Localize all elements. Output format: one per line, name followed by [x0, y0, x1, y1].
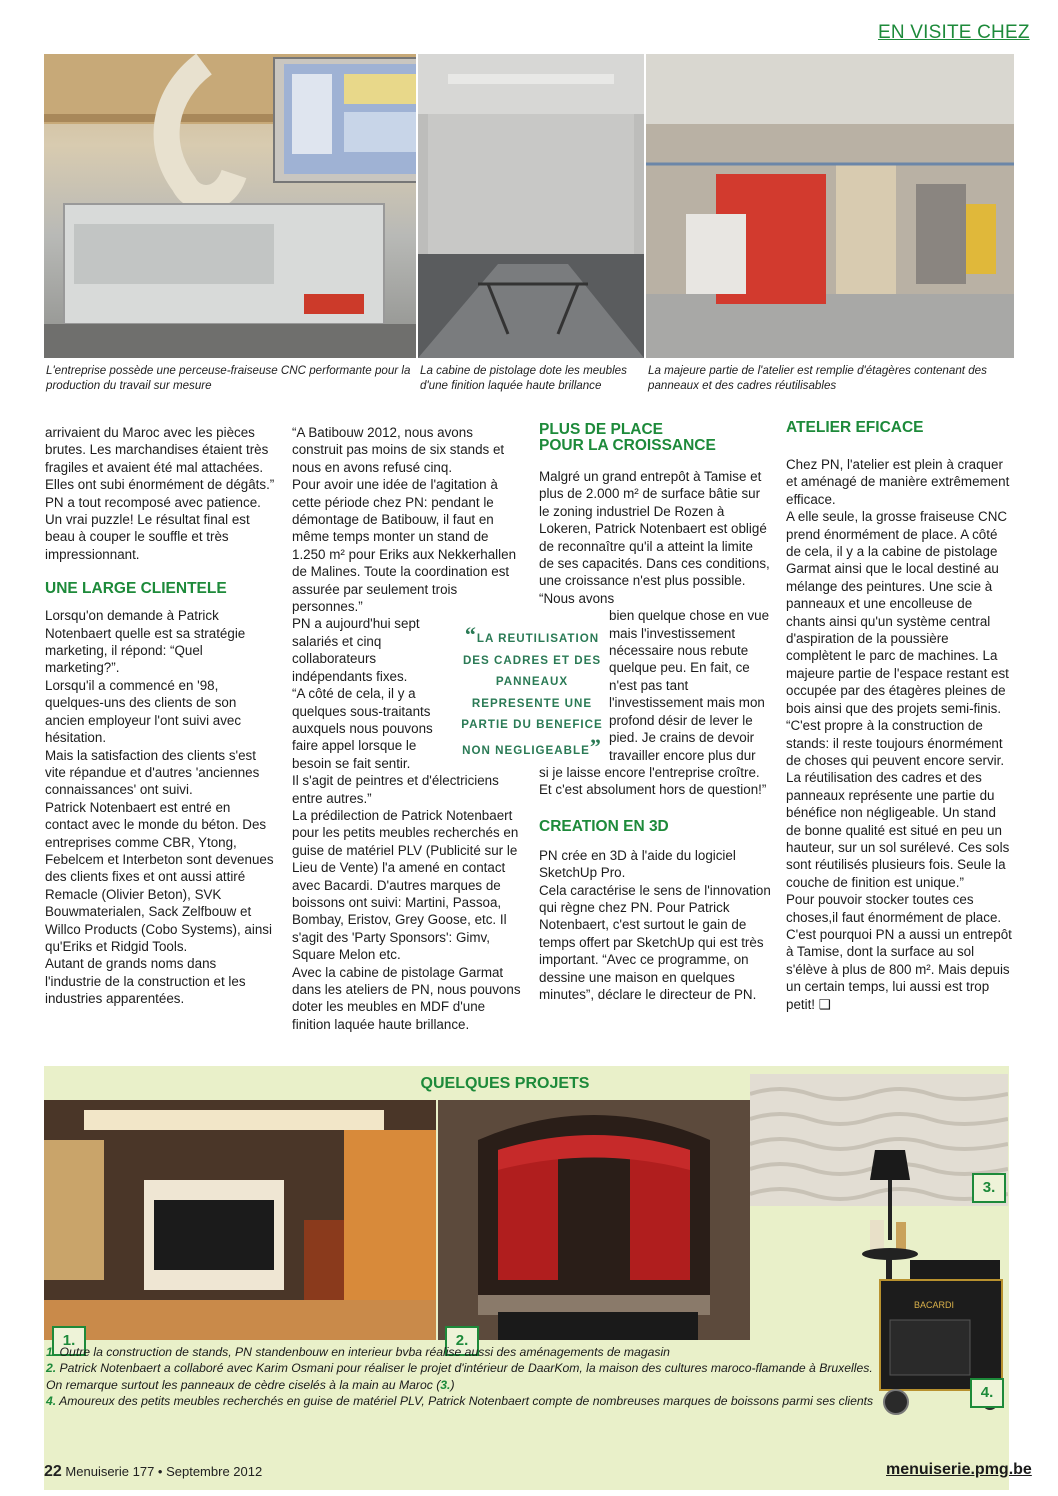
section-tag: EN VISITE CHEZ	[878, 22, 1030, 43]
heading-large-clientele: UNE LARGE CLIENTELE	[45, 580, 227, 598]
paragraph: PN crée en 3D à l'aide du logiciel SketchUp Pro.	[539, 847, 736, 881]
paragraph: “C'est propre à la construction de stands: il reste toujours énormément de choses qui peuvent encore servir. La réutilisation des cadres et des panneaux représente une partie du bénéfice non négligeable. Un stand de bonne qualité est situé en peu un hauteur, sur un sol surélevé. Ces sols sont réutilisés plusieurs fois. Seule la couche de finition est unique.”	[786, 718, 1010, 890]
project-caption-4	[46, 1393, 886, 1409]
caption-number: 4.	[46, 1394, 57, 1409]
spray-booth-illustration	[418, 54, 644, 358]
paragraph: “A Batibouw 2012, nous avons construit pas moins de six stands et nous en avons refusé cinq.	[292, 425, 505, 475]
caption-ref: 3.	[440, 1377, 451, 1392]
paragraph: Cela caractérise le sens de l'innovation qui règne chez PN. Pour Patrick Notenbaert, c'est surtout le gain de temps offert par SketchUp qui est très important. “Avec ce programme, on dessine une maison en quelques minutes”, déclare le directeur de PN.	[539, 882, 771, 1002]
page-number: 22	[44, 1463, 62, 1480]
project-badge-1: 1.	[52, 1326, 86, 1356]
paragraph: A elle seule, la grosse fraiseuse CNC prend énormément de place. A côté de cela, il y a la cabine de pistolage Garmat ainsi que le local destiné au mélange des peintures. Une scie à panneaux et une encolleuse de chants ainsi qu'un système central d'aspiration de la poussière complètent le parc de machines. La majeure partie de l'espace restant est occupée par des étagères pleines de bois ainsi que des projets semi-finis.	[786, 509, 1009, 716]
heading-pour-la-croissance: POUR LA CROISSANCE	[539, 437, 716, 454]
paragraph: “A côté de cela, il y a quelques sous-traitants auxquels nous pouvons faire appel lorsque le besoin se fait sentir.	[292, 686, 433, 771]
workshop-illustration	[646, 54, 1014, 358]
paragraph: Patrick Notenbaert est entré en contact avec le monde du béton. Des entreprises comme CBR, Ytong, Febelcem et Interbeton sont devenues des clients fixes et ont aussi attiré Remacle (Olivier Beton), SVK Bouwmaterialen, Sack Zelfbouw et Willco Products (Cobo Systems), ainsi qu'Eriks et Ridgid Tools.	[45, 799, 274, 954]
heading-creation-3d: CREATION EN 3D	[539, 817, 669, 835]
quote-line: PARTIE DU BENEFICE	[461, 718, 603, 732]
pull-quote	[456, 622, 608, 759]
footer-issue	[44, 1463, 262, 1481]
paragraph: bien quelque chose en vue mais l'investissement nécessaire nous rebute quelque peu. En fait, ce n'est pas tant l'investissement mais mon profond désir de lever le pied. Je crains de devoir travailler encore plus dur	[609, 608, 770, 763]
paragraph: si je laisse encore l'entreprise croître. Et c'est absolument hors de question!”	[539, 764, 767, 798]
article-column-1	[45, 424, 275, 1008]
project-caption-1	[46, 1344, 886, 1360]
paragraph: Avec la cabine de pistolage Garmat dans les ateliers de PN, nous pouvons doter les meubles en MDF d'une finition laquée haute brillance.	[292, 964, 521, 1032]
open-quote-mark: “	[464, 622, 477, 647]
caption-cnc: L'entreprise possède une perceuse-fraiseuse CNC performante pour la production du travail sur mesure	[46, 364, 411, 392]
photo-spray-booth	[418, 54, 644, 358]
article-column-4	[786, 420, 1014, 1013]
quote-line: PANNEAUX	[495, 675, 569, 689]
quote-line: DES CADRES ET DES	[462, 653, 602, 667]
paragraph: PN a aujourd'hui sept salariés et cinq collaborateurs indépendants fixes.	[292, 616, 420, 684]
paragraph: Autant de grands noms dans l'industrie de la construction et les industries apparentées.	[45, 956, 246, 1007]
paragraph: Lorsqu'on demande à Patrick Notenbaert quelle est sa stratégie marketing, il répond: “Quel marketing?”.	[45, 608, 246, 676]
project-badge-2: 2.	[445, 1326, 479, 1356]
caption-number: 1.	[46, 1345, 57, 1359]
project-photo-shop-interior	[44, 1100, 436, 1340]
paragraph: Malgré un grand entrepôt à Tamise et plus de 2.000 m² de surface bâtie sur le zoning industriel De Rozen à Lokeren, Patrick Notenbaert est obligé de reconnaître qu'il a atteint la limite de ses capacités. Dans ces conditions, une croissance n'est plus possible. “Nous avons	[539, 469, 770, 606]
heading-plus-de-place: PLUS DE PLACE	[539, 421, 664, 438]
cnc-machine-illustration	[44, 54, 416, 358]
paragraph: Mais la satisfaction des clients s'est vite répandue et d'autres 'anciennes connaissances' ont suivi.	[45, 747, 260, 798]
paragraph: arrivaient du Maroc avec les pièces brutes. Les marchandises étaient très fragiles et avaient été mal attachées. Elles ont subi énormément de dégâts.”	[45, 425, 275, 493]
quote-line: REPRESENTE UNE	[471, 696, 593, 710]
caption-text: Patrick Notenbaert a collaboré avec Karim Osmani pour réaliser le projet d'intérieur de DaarKom, la maison des cultures maroco-flamande à Bruxelles. On remarque surtout les panneaux de cèdre ciselés à la main au Maroc (	[46, 1361, 873, 1392]
paragraph: Pour avoir une idée de l'agitation à cette période chez PN: pendant le démontage de Batibouw, il faut en même temps monter un stand de 1.250 m² pour Eriks aux Nekkerhallen de Malines. Toute la coordination est assurée par seulement trois personnes.”	[292, 477, 517, 615]
paragraph: Il s'agit de peintres et d'électriciens entre autres.”	[292, 773, 499, 806]
photo-workshop-shelves	[646, 54, 1014, 358]
projects-title: QUELQUES PROJETS	[420, 1075, 590, 1092]
heading-atelier-eficace: ATELIER EFICACE	[786, 419, 924, 436]
theatre-illustration	[438, 1100, 750, 1340]
cart-brand-text: BACARDI	[914, 1300, 955, 1310]
projects-captions	[46, 1344, 886, 1410]
quote-line: LA REUTILISATION	[476, 632, 600, 645]
paragraph: La prédilection de Patrick Notenbaert pour les petits meubles recherchés en guise de matériel PLV (Publicité sur le Lieu de Vente) l'a amené en contact avec Bacardi. D'autres marques de boissons ont suivi: Martini, Passoa, Bombay, Eristov, Grey Goose, etc. Il s'agit des 'Party Sponsors': Gimv, Square Melon etc.	[292, 807, 519, 963]
caption-workshop: La majeure partie de l'atelier est remplie d'étagères contenant des panneaux et des cadres réutilisables	[648, 364, 987, 392]
caption-text: Amoureux des petits meubles recherchés en guise de matériel PLV, Patrick Notenbaert compte de nombreuses marques de boissons parmi ses clients	[56, 1394, 874, 1409]
project-caption-2	[46, 1360, 886, 1393]
issue-info: Menuiserie 177 • Septembre 2012	[65, 1464, 263, 1479]
project-badge-4: 4.	[970, 1378, 1004, 1408]
photo-cnc-machine	[44, 54, 416, 358]
paragraph: Pour pouvoir stocker toutes ces choses,il faut énormément de place. C'est pourquoi PN a aussi un entrepôt à Tamise, dont la surface au sol s'élève à plus de 800 m². Mais depuis un certain temps, lui aussi est trop petit! ❑	[786, 892, 1012, 1012]
paragraph: PN a tout recomposé avec patience. Un vrai puzzle! Le résultat final est beau à couper le souffle et très impressionnant.	[45, 494, 261, 562]
project-photo-theatre	[438, 1100, 750, 1340]
paragraph: Chez PN, l'atelier est plein à craquer et aménagé de manière extrêmement efficace.	[786, 457, 1010, 507]
caption-text: )	[450, 1377, 455, 1392]
caption-number: 2.	[46, 1361, 57, 1376]
quote-line: NON NEGLIGEABLE	[462, 743, 590, 757]
project-badge-3: 3.	[972, 1173, 1006, 1203]
close-quote-mark: ”	[589, 733, 602, 759]
footer-site-link[interactable]: menuiserie.pmg.be	[886, 1461, 1032, 1478]
caption-spray-booth: La cabine de pistolage dote les meubles d'une finition laquée haute brillance	[420, 364, 627, 392]
shop-interior-illustration	[44, 1100, 436, 1340]
paragraph: Lorsqu'il a commencé en '98, quelques-uns des clients de son ancien employeur l'ont suivi avec hésitation.	[45, 677, 242, 746]
caption-text: Outre la construction de stands, PN standenbouw en interieur bvba réalise aussi des aménagements de magasin	[56, 1345, 670, 1359]
